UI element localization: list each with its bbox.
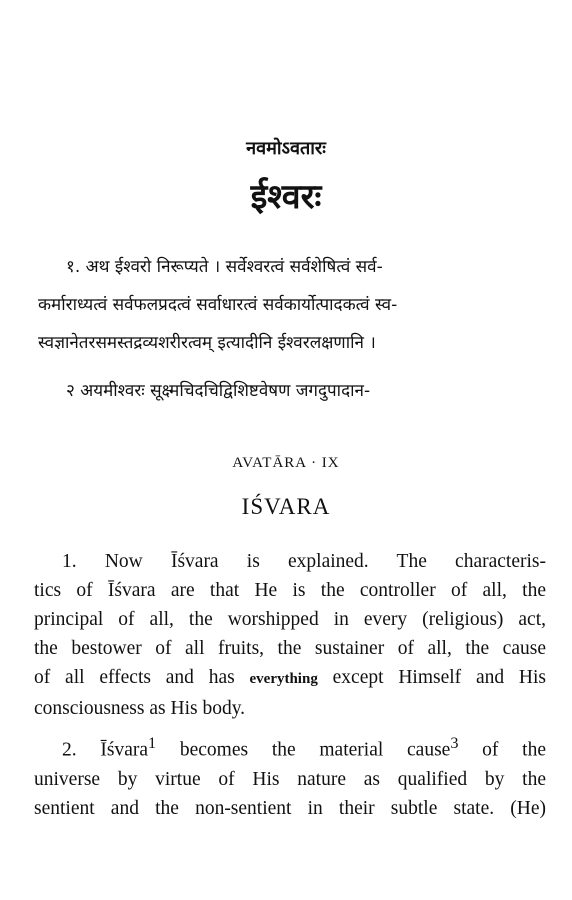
english-text: becomes the material cause (156, 739, 451, 761)
sanskrit-line: स्वज्ञानेतरसमस्तद्रव्यशरीरत्वम् इत्यादीनि ईश्वरलक्षणानि । (38, 333, 376, 353)
english-line: principal of all, the worshipped in every (religious) act, (34, 609, 546, 630)
english-line: consciousness as His body. (34, 698, 246, 719)
english-line (34, 729, 546, 765)
sanskrit-line: कर्माराध्यत्वं सर्वफलप्रदत्वं सर्वाधारत्वं सर्वकार्योत्पादकत्वं स्व- (38, 295, 398, 315)
footnote-marker: 3 (450, 734, 459, 752)
english-chapter-subtitle: AVATĀRA · IX (232, 455, 340, 471)
english-line: sentient and the non-sentient in their subtle state. (He) (34, 797, 546, 819)
english-text: except Himself and His (317, 667, 546, 688)
sanskrit-line: २ अयमीश्वरः सूक्ष्मचिदचिद्विशिष्टवेषण जगदुपादान- (66, 381, 371, 401)
sanskrit-paragraph-1 (38, 248, 538, 362)
sanskrit-line: १. अथ ईश्वरो निरूप्यते । सर्वेश्वरत्वं सर्वशेषित्वं सर्व- (66, 257, 383, 277)
english-paragraph-2 (34, 729, 546, 823)
sanskrit-paragraph-2 (38, 372, 538, 410)
english-paragraph-1 (34, 547, 546, 723)
english-text: of the (458, 739, 546, 761)
english-text: of all effects and has (34, 667, 250, 688)
english-line: universe by virtue of His nature as qualified by the (34, 768, 546, 790)
english-text: 2. Īśvara (62, 739, 148, 761)
sanskrit-chapter-subtitle: नवमोऽवतारः (246, 138, 326, 159)
english-line: tics of Īśvara are that He is the controller of all, the (34, 580, 546, 601)
english-line: the bestower of all fruits, the sustainer of all, the cause (34, 638, 546, 659)
footnote-marker: 1 (148, 734, 157, 752)
english-line (34, 663, 546, 694)
sanskrit-chapter-title: ईश्वरः (250, 177, 322, 217)
english-chapter-title: IŚVARA (241, 494, 331, 519)
english-line: 1. Now Īśvara is explained. The characteris- (62, 551, 546, 572)
bold-word: everything (249, 671, 318, 687)
